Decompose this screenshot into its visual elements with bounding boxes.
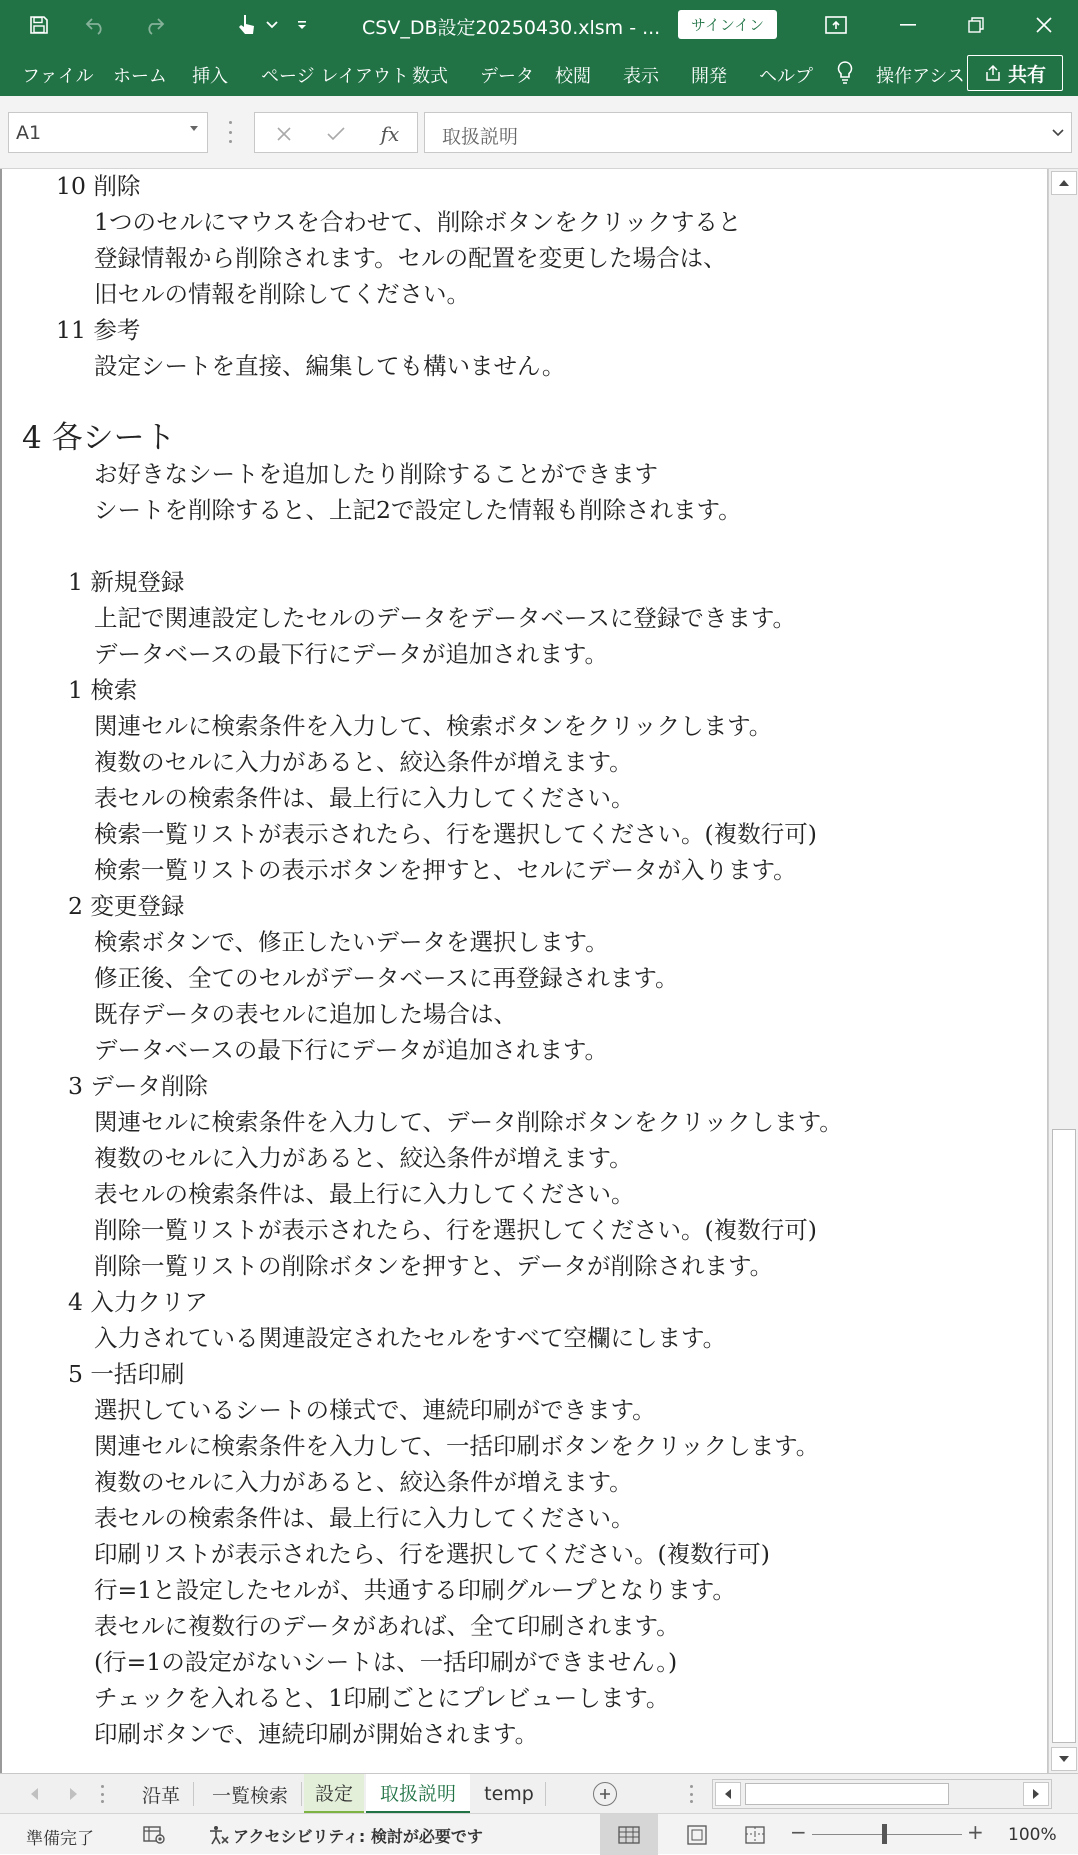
sheet-line: 関連セルに検索条件を入力して、データ削除ボタンをクリックします。: [94, 1108, 843, 1136]
signin-button[interactable]: サインイン: [678, 10, 777, 39]
sheet-line: 複数のセルに入力があると、絞込条件が増えます。: [94, 1468, 633, 1496]
sheet-line: 表セルに複数行のデータがあれば、全て印刷されます。: [94, 1612, 680, 1640]
restore-icon[interactable]: [958, 7, 994, 43]
ribbon-tab-bar: [0, 50, 1078, 96]
macro-record-icon[interactable]: [143, 1824, 165, 1844]
worksheet-grid[interactable]: [0, 169, 1048, 1773]
sheet-line: 旧セルの情報を削除してください。: [94, 280, 470, 308]
horizontal-scroll-thumb[interactable]: [745, 1783, 949, 1805]
expand-formula-bar-icon[interactable]: [1052, 129, 1064, 137]
sheet-line: 検索ボタンで、修正したいデータを選択します。: [94, 928, 609, 956]
redo-icon[interactable]: [136, 7, 172, 43]
status-bar: [0, 1813, 1078, 1854]
chevron-down-icon[interactable]: [190, 126, 198, 131]
scroll-right-icon[interactable]: [1023, 1782, 1049, 1806]
touch-mode-icon[interactable]: [228, 7, 264, 43]
sheet-line: 3 データ削除: [68, 1072, 208, 1100]
sheet-line: 10 削除: [56, 172, 141, 200]
accessibility-icon[interactable]: [207, 1824, 229, 1846]
ribbon-display-icon[interactable]: [818, 7, 854, 43]
sheet-line: 入力されている関連設定されたセルをすべて空欄にします。: [94, 1324, 727, 1352]
scroll-down-icon[interactable]: [1051, 1747, 1077, 1771]
accessibility-status[interactable]: アクセシビリティ: 検討が必要です: [233, 1827, 483, 1846]
ribbon-tab-file[interactable]: ファイル: [22, 66, 94, 87]
status-ready: 準備完了: [26, 1829, 94, 1849]
sheet-line: 関連セルに検索条件を入力して、一括印刷ボタンをクリックします。: [94, 1432, 820, 1460]
sheet-line: 検索一覧リストが表示されたら、行を選択してください。(複数行可): [94, 820, 817, 848]
ribbon-tab-help[interactable]: ヘルプ: [759, 66, 813, 87]
sheet-line: 設定シートを直接、編集しても構いません。: [94, 352, 566, 380]
ribbon-tab-insert[interactable]: 挿入: [192, 66, 228, 87]
zoom-out-button[interactable]: −: [790, 1820, 807, 1844]
page-layout-view-icon: [687, 1825, 707, 1845]
ribbon-tell-me[interactable]: 操作アシス: [876, 66, 965, 87]
normal-view-button[interactable]: [600, 1814, 658, 1855]
ribbon-tab-home[interactable]: ホーム: [113, 66, 167, 87]
sheet-line: 上記で関連設定したセルのデータをデータベースに登録できます。: [94, 604, 796, 632]
sheet-line: お好きなシートを追加したり削除することができます: [94, 460, 658, 488]
vertical-scrollbar[interactable]: [1048, 169, 1078, 1773]
normal-view-icon: [618, 1826, 640, 1844]
page-break-view-icon: [745, 1826, 765, 1844]
cancel-icon[interactable]: [259, 113, 309, 154]
title-bar: [0, 0, 1078, 50]
sheet-line: 関連セルに検索条件を入力して、検索ボタンをクリックします。: [94, 712, 773, 740]
name-box[interactable]: A1: [8, 112, 208, 153]
sheet-line: 印刷リストが表示されたら、行を選択してください。(複数行可): [94, 1540, 770, 1568]
sheet-line: 行=1と設定したセルが、共通する印刷グループとなります。: [94, 1576, 736, 1604]
undo-icon[interactable]: [78, 7, 114, 43]
enter-icon[interactable]: [311, 113, 361, 154]
sheet-line: 修正後、全てのセルがデータベースに再登録されます。: [94, 964, 679, 992]
vertical-scroll-thumb[interactable]: [1052, 1129, 1076, 1743]
ribbon-tab-developer[interactable]: 開発: [691, 66, 727, 87]
sheet-line: 既存データの表セルに追加した場合は、: [94, 1000, 517, 1028]
horizontal-scrollbar[interactable]: [712, 1779, 1052, 1809]
zoom-slider-thumb[interactable]: [882, 1824, 887, 1844]
ribbon-tab-view[interactable]: 表示: [623, 66, 659, 87]
ribbon-tab-review[interactable]: 校閲: [555, 66, 591, 87]
sheet-line: (行=1の設定がないシートは、一括印刷ができません。): [94, 1648, 678, 1676]
share-label: 共有: [1007, 63, 1046, 86]
sheet-tab-ichiran-kensaku[interactable]: 一覧検索: [198, 1774, 302, 1814]
sheet-tab-enkaku[interactable]: 沿革: [128, 1774, 194, 1814]
tab-bar-grip[interactable]: [100, 1785, 104, 1803]
ribbon-tab-page-layout[interactable]: ページ レイアウト: [261, 66, 409, 87]
tab-scroll-left-icon[interactable]: [26, 1785, 44, 1803]
tab-scroll-right-icon[interactable]: [64, 1785, 82, 1803]
sheet-line: 1つのセルにマウスを合わせて、削除ボタンをクリックすると: [94, 208, 742, 236]
sheet-tab-bar: [0, 1773, 1078, 1813]
sheet-line: 複数のセルに入力があると、絞込条件が増えます。: [94, 1144, 633, 1172]
sheet-line: 複数のセルに入力があると、絞込条件が増えます。: [94, 748, 633, 776]
share-icon: [984, 64, 1002, 82]
document-title: CSV_DB設定20250430.xlsm - ...: [362, 17, 661, 39]
sheet-line: 印刷ボタンで、連続印刷が開始されます。: [94, 1720, 539, 1748]
sheet-line: 1 新規登録: [68, 568, 185, 596]
sheet-line: 表セルの検索条件は、最上行に入力してください。: [94, 784, 635, 812]
save-icon[interactable]: [21, 7, 57, 43]
sheet-line: 表セルの検索条件は、最上行に入力してください。: [94, 1504, 635, 1532]
sheet-line: 選択しているシートの様式で、連続印刷ができます。: [94, 1396, 656, 1424]
scroll-left-icon[interactable]: [715, 1782, 741, 1806]
lightbulb-icon[interactable]: [830, 54, 860, 90]
sheet-line: データベースの最下行にデータが追加されます。: [94, 640, 608, 668]
sheet-line: 削除一覧リストが表示されたら、行を選択してください。(複数行可): [94, 1216, 817, 1244]
share-button[interactable]: [967, 55, 1063, 91]
formula-buttons: [254, 112, 418, 153]
ribbon-tab-data[interactable]: データ: [480, 66, 534, 87]
formula-input[interactable]: 取扱説明: [424, 112, 1072, 153]
sheet-line: 4 入力クリア: [68, 1288, 208, 1316]
sheet-line: 削除一覧リストの削除ボタンを押すと、データが削除されます。: [94, 1252, 774, 1280]
sheet-line: 表セルの検索条件は、最上行に入力してください。: [94, 1180, 635, 1208]
ribbon-tab-formulas[interactable]: 数式: [412, 66, 448, 87]
sheet-line: 11 参考: [56, 316, 141, 344]
sheet-line: 登録情報から削除されます。セルの配置を変更した場合は、: [94, 244, 727, 272]
sheet-line: チェックを入れると、1印刷ごとにプレビューします。: [94, 1684, 670, 1712]
sheet-tab-settei[interactable]: 設定: [304, 1774, 364, 1814]
zoom-in-button[interactable]: +: [967, 1820, 984, 1844]
chevron-down-icon[interactable]: [262, 7, 282, 43]
page-break-view-button[interactable]: [730, 1814, 780, 1855]
scroll-up-icon[interactable]: [1051, 171, 1077, 195]
add-sheet-button[interactable]: [593, 1782, 617, 1806]
sheet-heading: 4 各シート: [22, 420, 176, 456]
minimize-icon[interactable]: [890, 7, 926, 43]
sheet-line: 2 変更登録: [68, 892, 185, 920]
zoom-slider[interactable]: [812, 1834, 962, 1835]
sheet-line: 1 検索: [68, 676, 138, 704]
formula-bar: [0, 96, 1078, 169]
hscroll-grip[interactable]: [689, 1785, 693, 1803]
sheet-tab-temp[interactable]: temp: [472, 1774, 546, 1814]
plus-icon: [599, 1788, 611, 1800]
close-icon[interactable]: [1026, 7, 1062, 43]
zoom-level[interactable]: 100%: [1008, 1825, 1057, 1845]
sheet-line: 5 一括印刷: [68, 1360, 185, 1388]
customize-qat-icon[interactable]: [291, 7, 313, 43]
sheet-tab-toriatsukai-setsumei[interactable]: 取扱説明: [366, 1774, 470, 1814]
formula-bar-grip[interactable]: [228, 121, 232, 143]
sheet-line: シートを削除すると、上記2で設定した情報も削除されます。: [94, 496, 742, 524]
insert-function-icon[interactable]: fx: [380, 121, 400, 146]
sheet-line: 検索一覧リストの表示ボタンを押すと、セルにデータが入ります。: [94, 856, 797, 884]
page-layout-view-button[interactable]: [672, 1814, 722, 1855]
sheet-line: データベースの最下行にデータが追加されます。: [94, 1036, 608, 1064]
